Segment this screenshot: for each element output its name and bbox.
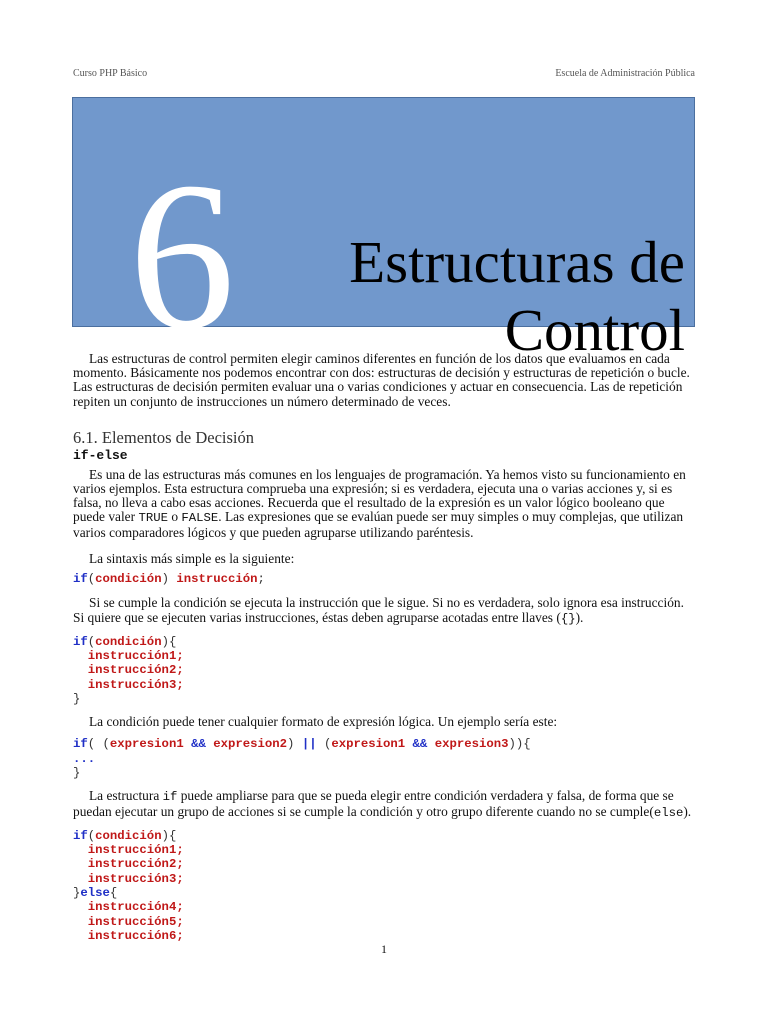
code-token: expresion2 — [213, 737, 288, 752]
code-operator: || — [301, 737, 317, 752]
code-keyword: if — [73, 737, 88, 752]
paragraph-syntax: La sintaxis más simple es la siguiente: — [89, 550, 295, 566]
chapter-title — [349, 228, 685, 364]
code-block-simple: if(condición) instrucción; — [73, 572, 265, 587]
intro-paragraph: Las estructuras de control permiten elegir caminos diferentes en función de los datos que evaluamos en cada momento. Básicamente nos podemos encontrar con dos: estructuras de decisión y estructuras de repetición o bucle. Las estructuras de decisión permiten evaluar una o varias condiciones y actuar en consecuencia. Las de repetición repiten un conjunto de instrucciones un número determinado de veces. — [73, 351, 690, 409]
text-segment: Si se cumple la condición se ejecuta la instrucción que le sigue. Si no es verdadera, solo ignora esa instrucción. Si quiere que se ejecuten varias instrucciones, éstas deben agruparse acotadas entre llaves ( — [73, 595, 684, 625]
code-token: instrucción — [176, 572, 258, 587]
page-number: 1 — [381, 942, 387, 956]
inline-code-braces: {} — [560, 611, 576, 626]
code-token: expresion1 — [109, 737, 184, 752]
inline-code-false: FALSE — [181, 511, 219, 526]
code-token: condición — [95, 634, 162, 649]
chapter-title-line2: Control — [504, 297, 685, 363]
code-keyword: if — [73, 634, 88, 649]
chapter-title-line1: Estructuras de — [349, 229, 685, 295]
code-operator: && — [191, 737, 206, 752]
text-segment: puede ampliarse para que se pueda elegir entre condición verdadera y falsa, de forma que se puedan ejecutar un grupo de acciones si se cumple la condición y otro grupo diferente cuando no se cumple( — [73, 788, 674, 819]
chapter-number: 6 — [129, 138, 235, 373]
code-token: instrucción6; — [87, 928, 184, 943]
code-block-expression: if( (expresion1 && expresion2) || (expresion1 && expresion3)){ ... } — [73, 737, 531, 781]
inline-code-else: else — [653, 805, 684, 820]
section-title: 6.1. Elementos de Decisión — [73, 427, 255, 447]
text-segment: . Las expresiones que se evalúan puede ser muy simples o muy complejas, que utilizan varios comparadores lógicos y que pueden agruparse utilizando paréntesis. — [73, 509, 684, 540]
code-token: instrucción1; — [87, 843, 184, 858]
subheading-if-else: if-else — [73, 447, 128, 463]
code-token: expresion3 — [434, 737, 509, 752]
code-token: instrucción3; — [87, 677, 184, 692]
page-content — [73, 352, 696, 943]
code-token: instrucción4; — [87, 900, 184, 915]
header-school: Escuela de Administración Pública — [555, 68, 695, 79]
text-segment: ). — [575, 609, 584, 625]
code-token: instrucción2; — [87, 857, 184, 872]
code-token: condición — [95, 572, 162, 587]
code-token: instrucción3; — [87, 871, 184, 886]
code-ellipsis: ... — [73, 751, 96, 766]
code-token: condición — [95, 828, 162, 843]
code-operator: && — [412, 737, 428, 752]
header-course: Curso PHP Básico — [73, 68, 148, 79]
code-keyword: if — [73, 828, 88, 843]
code-token: expresion1 — [331, 737, 406, 752]
code-keyword: else — [80, 885, 110, 900]
text-segment: ). — [683, 803, 692, 819]
text-segment: La estructura — [89, 788, 163, 804]
code-block-if-else: if(condición){ instrucción1; instrucción2; instrucción3; }else{ instrucción4; instrucción5; instrucción6; — [73, 828, 184, 943]
code-token: instrucción1; — [87, 649, 184, 664]
paragraph-braces — [73, 596, 696, 625]
chapter-banner — [72, 97, 695, 373]
paragraph-condition: La condición puede tener cualquier formato de expresión lógica. Un ejemplo sería este: — [89, 714, 558, 730]
paragraph-else — [73, 789, 696, 819]
paragraph-if-else — [73, 468, 696, 540]
page-header — [73, 68, 695, 79]
text-segment: Es una de las estructuras más comunes en los lenguajes de programación. Ya hemos visto su funcionamiento en varios ejemplos. Esta estructura comprueba una expresión; si es verdadera, ejecuta una o varias acciones y, si es falsa, no lleva a cabo esas acciones. Recuerda que el resultado de la expresión es un valor lógico booleano que puede valer — [73, 466, 686, 525]
text-segment: o — [167, 509, 182, 525]
code-keyword: if — [73, 572, 88, 587]
code-token: instrucción5; — [87, 914, 184, 929]
inline-code-if: if — [162, 790, 178, 805]
code-token: instrucción2; — [87, 663, 184, 678]
inline-code-true: TRUE — [138, 511, 168, 526]
code-block-braces: if(condición){ instrucción1; instrucción2; instrucción3; } — [73, 634, 184, 706]
